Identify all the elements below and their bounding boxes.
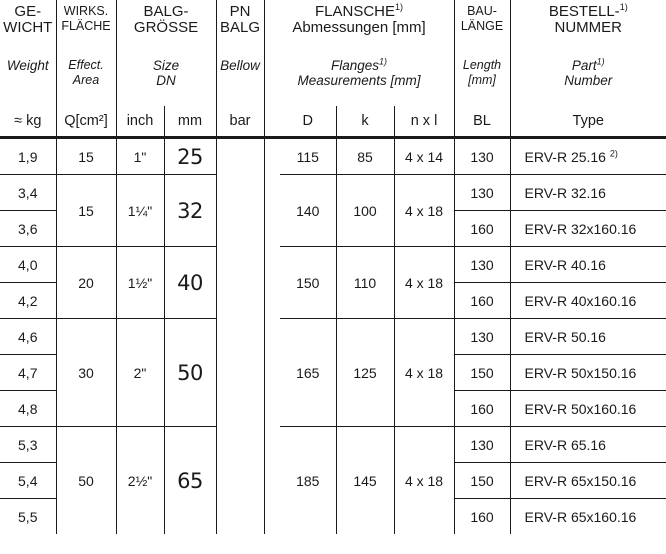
cell-dn: 65 (164, 427, 216, 535)
cell-type (510, 463, 666, 499)
header-row-german (0, 0, 666, 54)
cell-weight: 4,7 (0, 355, 56, 391)
header-size-en: Size DN (116, 54, 216, 106)
cell-d: 185 (280, 427, 336, 535)
cell-length: 130 (454, 175, 510, 211)
type-label: ERV-R 32.16 (524, 184, 606, 201)
cell-pn (216, 138, 264, 535)
type-label: ERV-R 50.16 (524, 328, 606, 345)
cell-type (510, 319, 666, 355)
unit-length: BL (454, 106, 510, 138)
unit-weight: ≈ kg (14, 113, 42, 129)
cell-inch: 2" (116, 319, 164, 427)
table-row (0, 319, 666, 355)
type-footnote: 2) (609, 147, 618, 158)
cell-nxl: 4 x 18 (394, 175, 454, 247)
cell-length: 160 (454, 283, 510, 319)
cell-weight: 4,2 (0, 283, 56, 319)
table-header (0, 0, 666, 138)
cell-dn: 40 (164, 247, 216, 319)
cell-type (510, 283, 666, 319)
cell-weight: 4,6 (0, 319, 56, 355)
cell-type (510, 355, 666, 391)
table-row (0, 427, 666, 463)
cell-type (510, 391, 666, 427)
cell-d: 150 (280, 247, 336, 319)
cell-type (510, 138, 666, 175)
cell-length: 150 (454, 463, 510, 499)
cell-weight: 3,6 (0, 211, 56, 247)
cell-inch: 2½" (116, 427, 164, 535)
cell-d: 115 (296, 148, 319, 165)
unit-gap (264, 106, 280, 138)
header-area-en: Effect. Area (56, 54, 116, 106)
cell-length: 130 (454, 319, 510, 355)
header-order: BESTELL-$^{1)}$ NUMMER (510, 0, 666, 54)
header-weight-en: Weight (6, 58, 49, 73)
header-flanges-en: Flanges$^{1)}$ Measurements [mm] (264, 54, 454, 106)
type-label: ERV-R 65x150.16 (524, 472, 637, 489)
header-row-english (0, 54, 666, 106)
cell-nxl: 4 x 18 (394, 319, 454, 427)
cell-weight: 1,9 (18, 148, 38, 165)
cell-length: 130 (454, 247, 510, 283)
cell-d: 140 (280, 175, 336, 247)
cell-type (510, 499, 666, 535)
cell-weight: 5,3 (0, 427, 56, 463)
cell-k: 100 (336, 175, 394, 247)
cell-area: 50 (56, 427, 116, 535)
cell-k: 125 (336, 319, 394, 427)
header-weight: GE- WICHT (3, 3, 53, 36)
unit-d: D (302, 113, 313, 129)
cell-dn: 50 (164, 319, 216, 427)
cell-area: 15 (56, 138, 116, 175)
cell-k: 85 (336, 138, 394, 175)
unit-area: Q[cm²] (56, 106, 116, 138)
cell-nxl: 4 x 18 (394, 247, 454, 319)
cell-weight: 5,4 (0, 463, 56, 499)
cell-area: 15 (56, 175, 116, 247)
header-flanges: FLANSCHE$^{1)}$ Abmessungen [mm] (264, 0, 454, 54)
cell-gap (264, 138, 280, 535)
unit-pn: bar (216, 106, 264, 138)
unit-nxl: n x l (394, 106, 454, 138)
type-label: ERV-R 65x160.16 (524, 508, 637, 525)
type-label: ERV-R 40.16 (524, 256, 606, 273)
cell-type (510, 175, 666, 211)
header-area: WIRKS. FLÄCHE (56, 0, 116, 54)
type-label: ERV-R 32x160.16 (524, 220, 637, 237)
cell-length: 130 (454, 427, 510, 463)
cell-type (510, 211, 666, 247)
table-row (0, 175, 666, 211)
cell-d: 165 (280, 319, 336, 427)
unit-type: Type (510, 106, 666, 138)
cell-inch: 1¼" (116, 175, 164, 247)
cell-inch: 1" (116, 138, 164, 175)
unit-inch: inch (116, 106, 164, 138)
type-label: ERV-R 65.16 (524, 436, 606, 453)
type-label: ERV-R 40x160.16 (524, 292, 637, 309)
type-label: ERV-R 50x150.16 (524, 364, 637, 381)
unit-mm: mm (164, 106, 216, 138)
unit-k: k (336, 106, 394, 138)
type-label: ERV-R 25.16 (524, 148, 606, 165)
cell-k: 145 (336, 427, 394, 535)
cell-type (510, 247, 666, 283)
cell-inch: 1½" (116, 247, 164, 319)
table-row (0, 247, 666, 283)
cell-weight: 4,0 (0, 247, 56, 283)
header-length-en: Length [mm] (454, 54, 510, 106)
cell-length: 160 (454, 391, 510, 427)
cell-length: 130 (454, 138, 510, 175)
header-size: BALG- GRÖSSE (116, 0, 216, 54)
cell-weight: 5,5 (0, 499, 56, 535)
cell-nxl: 4 x 18 (394, 427, 454, 535)
table-row (0, 138, 666, 175)
type-label: ERV-R 50x160.16 (524, 400, 637, 417)
cell-length: 160 (454, 499, 510, 535)
header-pn-en: Bellow (216, 54, 264, 106)
header-length: BAU- LÄNGE (454, 0, 510, 54)
cell-dn: 25 (164, 138, 216, 175)
header-row-units (0, 106, 666, 138)
cell-length: 160 (454, 211, 510, 247)
cell-dn: 32 (164, 175, 216, 247)
cell-length: 150 (454, 355, 510, 391)
cell-k: 110 (336, 247, 394, 319)
cell-weight: 3,4 (0, 175, 56, 211)
header-pn: PN BALG (216, 0, 264, 54)
cell-type (510, 427, 666, 463)
table-body (0, 138, 666, 535)
cell-weight: 4,8 (0, 391, 56, 427)
cell-area: 20 (56, 247, 116, 319)
cell-area: 30 (56, 319, 116, 427)
header-order-en: Part$^{1)}$ Number (510, 54, 666, 106)
cell-nxl: 4 x 14 (394, 138, 454, 175)
